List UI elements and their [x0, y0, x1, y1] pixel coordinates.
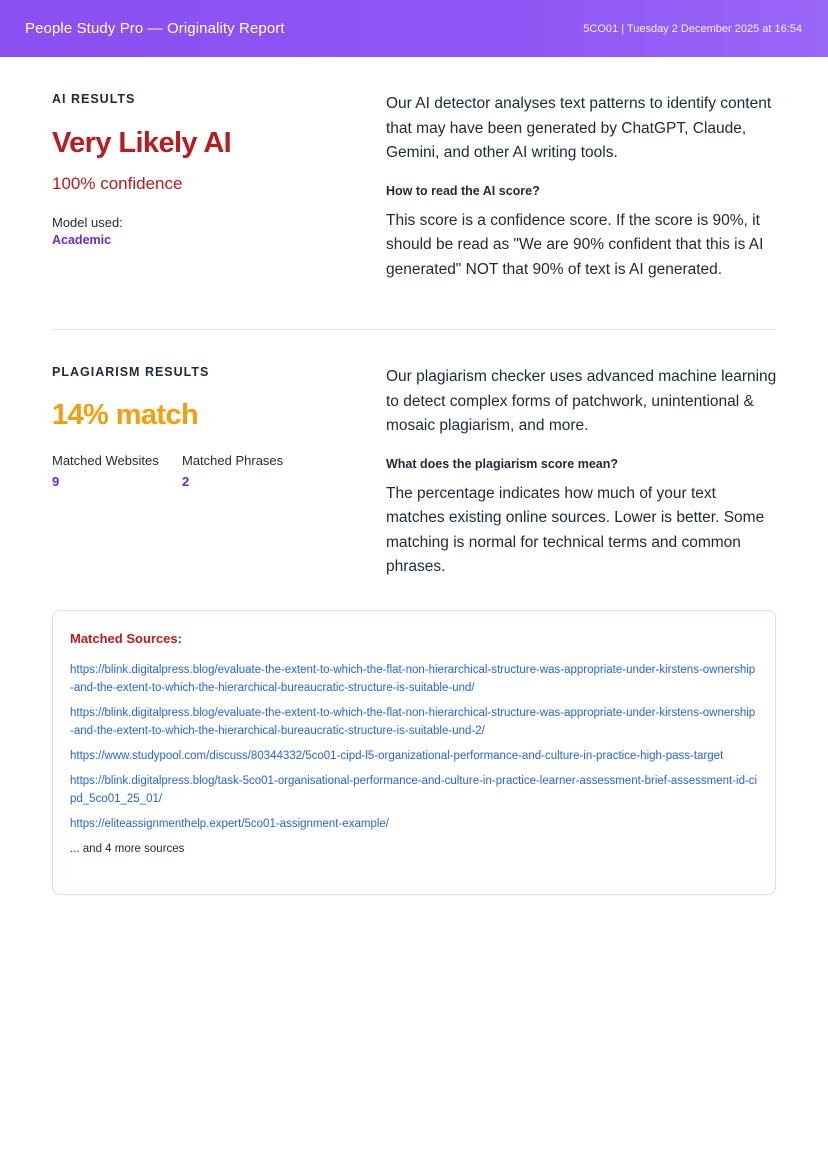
- source-link[interactable]: https://www.studypool.com/discuss/80344332/5co01-cipd-l5-organizational-performance-and-culture-in-practice-high-pass-target: [70, 750, 724, 762]
- ai-results-label: AI RESULTS: [52, 92, 136, 106]
- ai-results-section: [52, 92, 776, 312]
- plagiarism-results-label: PLAGIARISM RESULTS: [52, 365, 210, 379]
- matched-sources-title: Matched Sources:: [70, 631, 182, 646]
- report-header: [0, 0, 828, 57]
- section-divider: [52, 329, 776, 330]
- plagiarism-explanation: [386, 365, 778, 580]
- ai-verdict: Very Likely AI: [52, 127, 232, 159]
- plagiarism-summary: [52, 365, 352, 489]
- plagiarism-score: 14% match: [52, 399, 199, 431]
- matched-sources-box: [52, 610, 776, 895]
- stat-matched-websites: [52, 453, 182, 489]
- plagiarism-results-section: [52, 365, 776, 585]
- plagiarism-stats: [52, 453, 352, 489]
- stat-value: 2: [182, 474, 190, 489]
- source-link[interactable]: https://blink.digitalpress.blog/task-5co01-organisational-performance-and-culture-in-practice-learner-assessment-brief-assessment-id-cipd_5co01_25_01/: [70, 775, 758, 805]
- stat-matched-phrases: [182, 453, 312, 489]
- source-link[interactable]: https://blink.digitalpress.blog/evaluate-the-extent-to-which-the-flat-non-hierarchical-structure-was-appropriate-under-kirstens-ownership-and-the-extent-to-which-the-hierarchical-bureaucratic-structure-is-suitable-und/: [70, 664, 756, 694]
- ai-confidence: 100% confidence: [52, 174, 183, 193]
- ai-answer: This score is a confidence score. If the score is 90%, it should be read as "We are 90% confident that this is AI generated" NOT that 90% of text is AI generated.: [386, 211, 764, 278]
- ai-question: How to read the AI score?: [386, 183, 540, 198]
- stat-label: Matched Websites: [52, 453, 159, 468]
- stat-label: Matched Phrases: [182, 453, 284, 468]
- plagiarism-question: What does the plagiarism score mean?: [386, 456, 619, 471]
- ai-summary: [52, 92, 352, 247]
- ai-description: Our AI detector analyses text patterns to identify content that may have been generated by ChatGPT, Claude, Gemini, and other AI writing tools.: [386, 95, 772, 161]
- source-link[interactable]: https://blink.digitalpress.blog/evaluate-the-extent-to-which-the-flat-non-hierarchical-structure-was-appropriate-under-kirstens-ownership-and-the-extent-to-which-the-hierarchical-bureaucratic-structure-is-suitable-und-2/: [70, 707, 756, 737]
- stat-value: 9: [52, 474, 60, 489]
- ai-explanation: [386, 92, 778, 282]
- model-value: Academic: [52, 233, 112, 247]
- plagiarism-description: Our plagiarism checker uses advanced machine learning to detect complex forms of patchwork, unintentional & mosaic plagiarism, and more.: [386, 368, 777, 434]
- report-title: People Study Pro — Originality Report: [25, 20, 285, 37]
- model-label: Model used:: [52, 215, 123, 230]
- report-meta: 5CO01 | Tuesday 2 December 2025 at 16:54: [583, 22, 802, 35]
- source-link[interactable]: https://eliteassignmenthelp.expert/5co01-assignment-example/: [70, 818, 389, 830]
- more-sources-note: ... and 4 more sources: [70, 843, 185, 855]
- plagiarism-answer: The percentage indicates how much of your text matches existing online sources. Lower is better. Some matching is normal for technical terms and common phrases.: [386, 484, 765, 575]
